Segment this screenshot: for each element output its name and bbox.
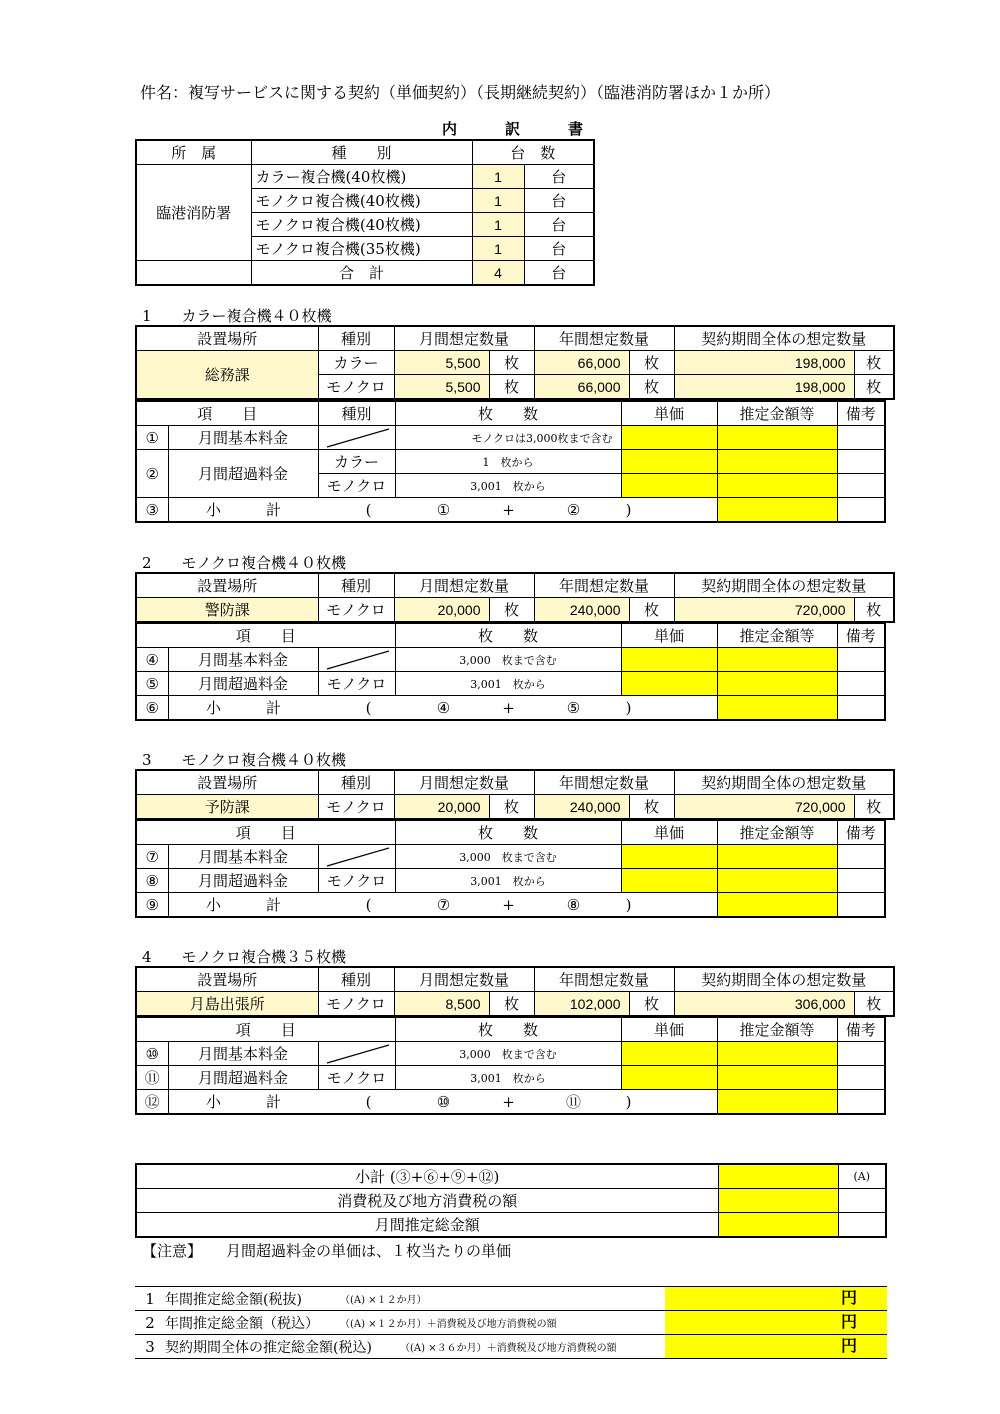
tax-label: 消費税及び地方消費税の額	[136, 1189, 718, 1213]
subtotal-open: (	[365, 501, 372, 519]
unit-price-header: 単価	[621, 623, 717, 648]
final-label: 年間推定総金額(税抜)	[165, 1291, 302, 1308]
subtotal-row	[168, 1090, 717, 1115]
subtotal-amount-input[interactable]	[717, 696, 837, 721]
monthly-header: 月間想定数量	[394, 967, 534, 992]
remarks-header: 備考	[837, 1017, 885, 1042]
subtotal-number: ③	[136, 498, 168, 523]
kind-cell: モノクロ	[318, 869, 395, 893]
mai-unit: 枚	[854, 598, 894, 623]
sheets-cell: 3,000 枚まで含む	[395, 845, 621, 869]
monthly-total-input[interactable]	[718, 1213, 838, 1238]
place-header: 設置場所	[136, 573, 318, 598]
note	[142, 1240, 511, 1261]
subtotal-b: ⑤	[566, 699, 581, 717]
sheets-header: 枚 数	[395, 401, 621, 426]
device-count: 1	[472, 213, 524, 237]
subtotal-label: 小 計	[205, 699, 281, 717]
remarks-cell	[837, 1042, 885, 1066]
remarks-cell	[837, 648, 885, 672]
remarks-cell	[837, 869, 885, 893]
item-label: 月間基本料金	[168, 1042, 318, 1066]
device-kind: モノクロ複合機(40枚機)	[251, 213, 472, 237]
yearly-header: 年間想定数量	[534, 967, 674, 992]
yearly-header: 年間想定数量	[534, 770, 674, 795]
sheets-header: 枚 数	[395, 820, 621, 845]
whole-header: 契約期間全体の想定数量	[674, 573, 894, 598]
subtotal-close: )	[625, 1093, 632, 1111]
est-amount-input[interactable]	[717, 869, 837, 893]
mai-unit: 枚	[629, 795, 674, 820]
sheets-header: 枚 数	[395, 1017, 621, 1042]
monthly-total-blank	[838, 1213, 886, 1238]
sheets-cell: 3,000 枚まで含む	[395, 1042, 621, 1066]
est-amount-header: 推定金額等	[717, 623, 837, 648]
subtotal-close: )	[625, 501, 632, 519]
final-formula: （(A) ×３６か月）＋消費税及び地方消費税の額	[400, 1343, 617, 1354]
device-kind: モノクロ複合機(35枚機)	[251, 237, 472, 261]
item-label: 月間超過料金	[168, 869, 318, 893]
yearly-qty: 240,000	[534, 598, 629, 623]
whole-qty: 720,000	[674, 598, 854, 623]
section-1-heading: 1 カラー複合機４０枚機	[142, 307, 332, 325]
mai-unit: 枚	[489, 375, 534, 400]
remarks-cell	[837, 696, 885, 721]
subtotal-plus: +	[502, 896, 515, 914]
monthly-qty: 8,500	[394, 992, 489, 1017]
est-amount-input[interactable]	[717, 845, 837, 869]
monthly-total-label: 月間推定総金額	[136, 1213, 718, 1238]
item-number: ④	[136, 648, 168, 672]
unit-price-input[interactable]	[621, 426, 717, 450]
sheets-cell: 3,001 枚から	[395, 474, 621, 498]
device-kind: モノクロ複合機(40枚機)	[251, 189, 472, 213]
mai-unit: 枚	[854, 795, 894, 820]
install-place: 予防課	[136, 795, 318, 820]
total-unit: 台	[524, 261, 594, 286]
final-no: 2	[145, 1313, 155, 1332]
whole-header: 契約期間全体の想定数量	[674, 326, 894, 351]
document-title: 件名：複写サービスに関する契約（単価契約）（長期継続契約）（臨港消防署ほか１か所）	[140, 83, 781, 102]
unit-price-header: 単価	[621, 401, 717, 426]
section-1-quantity-table	[135, 325, 895, 400]
kind-header: 種別	[318, 967, 394, 992]
item-label: 月間基本料金	[168, 426, 318, 450]
est-amount-input[interactable]	[717, 672, 837, 696]
section-3-price-table	[135, 819, 886, 918]
mai-unit: 枚	[854, 992, 894, 1017]
unit-price-input[interactable]	[621, 845, 717, 869]
slash-cell	[318, 426, 395, 450]
section-4-heading: 4 モノクロ複合機３５枚機	[142, 948, 346, 966]
section-1-price-table	[135, 400, 886, 523]
final-no: 1	[145, 1289, 155, 1308]
item-label: 月間基本料金	[168, 648, 318, 672]
mai-unit: 枚	[629, 351, 674, 375]
subtotal-row	[168, 498, 717, 523]
remarks-cell	[837, 498, 885, 523]
remarks-header: 備考	[837, 401, 885, 426]
section-2-quantity-table	[135, 572, 895, 623]
item-number: ⑧	[136, 869, 168, 893]
dept-name: 臨港消防署	[136, 165, 251, 261]
place-header: 設置場所	[136, 770, 318, 795]
est-amount-header: 推定金額等	[717, 820, 837, 845]
breakdown-heading: 内訳書	[442, 120, 632, 138]
remarks-cell	[837, 474, 885, 498]
est-amount-input[interactable]	[717, 450, 837, 474]
note-text: 月間超過料金の単価は、１枚当たりの単価	[226, 1242, 512, 1260]
subtotal-label: 小 計	[205, 501, 281, 519]
remarks-cell	[837, 845, 885, 869]
count-header: 台 数	[472, 140, 594, 165]
yearly-qty: 66,000	[534, 375, 629, 400]
unit-price-header: 単価	[621, 820, 717, 845]
dept-header: 所 属	[136, 140, 251, 165]
totals-table	[135, 1163, 887, 1238]
est-amount-input[interactable]	[717, 1042, 837, 1066]
tax-input[interactable]	[718, 1189, 838, 1213]
subtotal-open: (	[365, 1093, 372, 1111]
subtotal-b: ②	[566, 501, 581, 519]
kind-header: 種別	[318, 770, 394, 795]
subtotal-number: ⑥	[136, 696, 168, 721]
final-row	[135, 1335, 887, 1359]
remarks-cell	[837, 426, 885, 450]
slash-cell	[318, 845, 395, 869]
yearly-header: 年間想定数量	[534, 573, 674, 598]
item-header: 項 目	[136, 623, 395, 648]
sheets-cell: 3,001 枚から	[395, 869, 621, 893]
device-unit: 台	[524, 213, 594, 237]
subtotal-a: ⑩	[436, 1093, 451, 1111]
remarks-cell	[837, 1090, 885, 1115]
sheets-cell: 3,000 枚まで含む	[395, 648, 621, 672]
unit-price-input[interactable]	[621, 869, 717, 893]
kind-cell: モノクロ	[318, 474, 395, 498]
kind-cell: モノクロ	[318, 598, 394, 623]
subtotal-mark: (A)	[838, 1164, 886, 1189]
kind-cell: モノクロ	[318, 375, 394, 400]
monthly-qty: 20,000	[394, 795, 489, 820]
remarks-header: 備考	[837, 623, 885, 648]
whole-qty: 198,000	[674, 375, 854, 400]
kind-header: 種 別	[251, 140, 472, 165]
place-header: 設置場所	[136, 326, 318, 351]
final-row	[135, 1287, 887, 1311]
kind-cell: モノクロ	[318, 1066, 395, 1090]
remarks-header: 備考	[837, 820, 885, 845]
kind-header: 種別	[318, 401, 395, 426]
subtotal-a: ⑦	[436, 896, 451, 914]
final-formula: （(A) ×１２か月）＋消費税及び地方消費税の額	[340, 1319, 557, 1330]
yearly-qty: 240,000	[534, 795, 629, 820]
device-unit: 台	[524, 189, 594, 213]
device-count: 1	[472, 189, 524, 213]
final-amount-input[interactable]: 円	[665, 1287, 887, 1310]
final-amount-input[interactable]: 円	[665, 1311, 887, 1334]
item-number: ⑩	[136, 1042, 168, 1066]
item-number: ⑤	[136, 672, 168, 696]
section-3-heading: 3 モノクロ複合機４０枚機	[142, 751, 346, 769]
unit-price-header: 単価	[621, 1017, 717, 1042]
yearly-qty: 66,000	[534, 351, 629, 375]
final-no: 3	[145, 1337, 155, 1356]
mai-unit: 枚	[489, 992, 534, 1017]
sheets-cell: 1 枚から	[395, 450, 621, 474]
subtotal-close: )	[625, 699, 632, 717]
final-label: 契約期間全体の推定総金額(税込)	[165, 1339, 372, 1356]
subtotal-amount-input[interactable]	[717, 893, 837, 918]
note-label: 【注意】	[142, 1242, 203, 1260]
sheets-cell: 3,001 枚から	[395, 1066, 621, 1090]
device-count: 1	[472, 237, 524, 261]
remarks-cell	[837, 450, 885, 474]
item-label: 月間超過料金	[168, 672, 318, 696]
remarks-cell	[837, 893, 885, 918]
subtotal-b: ⑪	[565, 1093, 581, 1111]
install-place: 警防課	[136, 598, 318, 623]
grand-subtotal-label: 小計 (③+⑥+⑨+⑫)	[136, 1164, 718, 1189]
unit-price-input[interactable]	[621, 648, 717, 672]
tax-blank	[838, 1189, 886, 1213]
kind-cell: カラー	[318, 351, 394, 375]
final-label: 年間推定総金額（税込）	[165, 1315, 319, 1332]
final-formula: （(A) ×１２か月）	[340, 1295, 427, 1306]
mai-unit: 枚	[489, 598, 534, 623]
subtotal-b: ⑧	[566, 896, 581, 914]
item-number: ⑪	[136, 1066, 168, 1090]
device-count: 1	[472, 165, 524, 189]
section-4-quantity-table	[135, 966, 895, 1017]
subtotal-a: ④	[436, 699, 451, 717]
kind-cell: カラー	[318, 450, 395, 474]
item-header: 項 目	[136, 401, 318, 426]
kind-cell: モノクロ	[318, 672, 395, 696]
unit-price-input[interactable]	[621, 450, 717, 474]
whole-qty: 306,000	[674, 992, 854, 1017]
item-number: ⑦	[136, 845, 168, 869]
place-header: 設置場所	[136, 967, 318, 992]
mai-unit: 枚	[854, 375, 894, 400]
install-place: 月島出張所	[136, 992, 318, 1017]
subtotal-row	[168, 893, 717, 918]
subtotal-amount-input[interactable]	[717, 498, 837, 523]
remarks-cell	[837, 1066, 885, 1090]
subtotal-amount-input[interactable]	[717, 1090, 837, 1115]
monthly-qty: 20,000	[394, 598, 489, 623]
install-place: 総務課	[136, 351, 318, 400]
subtotal-a: ①	[436, 501, 451, 519]
yearly-qty: 102,000	[534, 992, 629, 1017]
kind-header: 種別	[318, 326, 394, 351]
item-label: 月間基本料金	[168, 845, 318, 869]
item-number: ①	[136, 426, 168, 450]
subtotal-plus: +	[502, 1093, 515, 1111]
slash-cell	[318, 648, 395, 672]
device-kind: カラー複合機(40枚機)	[251, 165, 472, 189]
subtotal-open: (	[365, 699, 372, 717]
est-amount-input[interactable]	[717, 1066, 837, 1090]
est-amount-header: 推定金額等	[717, 401, 837, 426]
kind-header: 種別	[318, 573, 394, 598]
whole-header: 契約期間全体の想定数量	[674, 967, 894, 992]
monthly-header: 月間想定数量	[394, 326, 534, 351]
subtotal-label: 小 計	[205, 896, 281, 914]
mai-unit: 枚	[629, 598, 674, 623]
subtotal-label: 小 計	[205, 1093, 281, 1111]
grand-subtotal-input[interactable]	[718, 1164, 838, 1189]
section-3-quantity-table	[135, 769, 895, 820]
monthly-qty: 5,500	[394, 351, 489, 375]
subtotal-close: )	[625, 896, 632, 914]
device-unit: 台	[524, 165, 594, 189]
subtotal-plus: +	[502, 699, 515, 717]
est-amount-input[interactable]	[717, 648, 837, 672]
section-2-heading: 2 モノクロ複合機４０枚機	[142, 554, 346, 572]
item-label: 月間超過料金	[168, 1066, 318, 1090]
mai-unit: 枚	[489, 795, 534, 820]
final-row	[135, 1311, 887, 1335]
whole-header: 契約期間全体の想定数量	[674, 770, 894, 795]
kind-cell: モノクロ	[318, 992, 394, 1017]
whole-qty: 198,000	[674, 351, 854, 375]
unit-price-input[interactable]	[621, 1066, 717, 1090]
est-amount-input[interactable]	[717, 426, 837, 450]
total-label: 合 計	[251, 261, 472, 286]
unit-price-input[interactable]	[621, 672, 717, 696]
subtotal-number: ⑨	[136, 893, 168, 918]
item-number: ②	[136, 450, 168, 498]
subtotal-open: (	[365, 896, 372, 914]
subtotal-number: ⑫	[136, 1090, 168, 1115]
remarks-cell	[837, 672, 885, 696]
slash-cell	[318, 1042, 395, 1066]
monthly-header: 月間想定数量	[394, 770, 534, 795]
summary-table	[135, 139, 595, 286]
sheets-header: 枚 数	[395, 623, 621, 648]
est-amount-input[interactable]	[717, 474, 837, 498]
sheets-cell: 3,001 枚から	[395, 672, 621, 696]
device-unit: 台	[524, 237, 594, 261]
whole-qty: 720,000	[674, 795, 854, 820]
sheets-cell: モノクロは3,000枚まで含む	[395, 426, 621, 450]
subtotal-row	[168, 696, 717, 721]
monthly-header: 月間想定数量	[394, 573, 534, 598]
item-header: 項 目	[136, 820, 395, 845]
mai-unit: 枚	[489, 351, 534, 375]
mai-unit: 枚	[629, 992, 674, 1017]
kind-cell: モノクロ	[318, 795, 394, 820]
monthly-qty: 5,500	[394, 375, 489, 400]
mai-unit: 枚	[629, 375, 674, 400]
item-label: 月間超過料金	[168, 450, 318, 498]
final-amount-input[interactable]: 円	[665, 1335, 887, 1358]
final-block	[135, 1286, 887, 1359]
mai-unit: 枚	[854, 351, 894, 375]
section-4-price-table	[135, 1016, 886, 1115]
yearly-header: 年間想定数量	[534, 326, 674, 351]
est-amount-header: 推定金額等	[717, 1017, 837, 1042]
section-2-price-table	[135, 622, 886, 721]
total-count: 4	[472, 261, 524, 286]
unit-price-input[interactable]	[621, 474, 717, 498]
subtotal-plus: +	[502, 501, 515, 519]
unit-price-input[interactable]	[621, 1042, 717, 1066]
item-header: 項 目	[136, 1017, 395, 1042]
